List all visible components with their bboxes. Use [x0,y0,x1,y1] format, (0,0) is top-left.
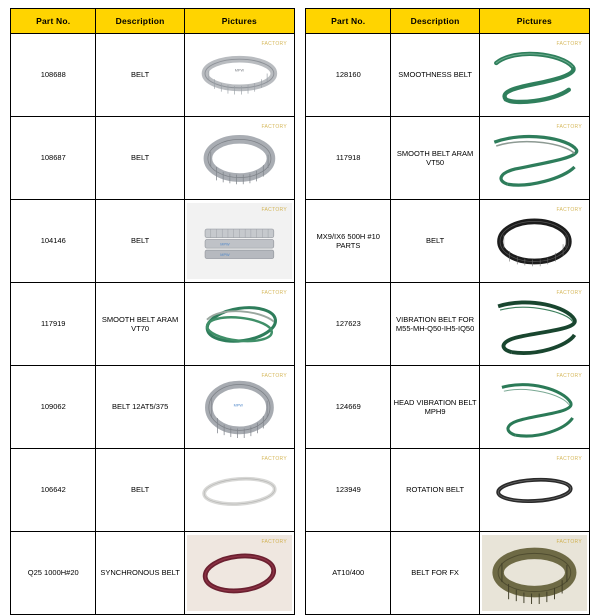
watermark: FACTORY [556,456,582,462]
cell-part-no: 124669 [306,366,391,449]
cell-picture [184,117,294,200]
belt-image-grey-toothed-round [187,369,292,445]
cell-part-no: MX9/IX6 500H #10 PARTS [306,200,391,283]
svg-text:MPW: MPW [234,68,245,73]
green-belt-twisted-loop-icon [486,42,583,109]
belt-image-black-flat [482,452,587,528]
green-belt-twisted-narrow-icon [486,374,583,441]
table-row [11,449,295,532]
watermark: FACTORY [261,290,287,296]
watermark: FACTORY [261,456,287,462]
belt-image-green-twisted-1 [482,37,587,113]
belt-image-green-twisted-narrow [482,369,587,445]
olive-toothed-belt-icon [486,540,583,607]
table-header-left [11,9,295,34]
table-row [306,449,590,532]
cell-description: BELT FOR FX [391,532,479,615]
watermark: FACTORY [261,124,287,130]
parts-table-right [305,8,590,615]
table-row [306,117,590,200]
table-header-right [306,9,590,34]
cell-description: BELT 12AT5/375 [96,366,184,449]
cell-picture [184,366,294,449]
cell-part-no: 117918 [306,117,391,200]
cell-picture [479,34,589,117]
cell-picture [184,532,294,615]
belt-image-grey-ribbed [187,37,292,113]
timing-belt-grey-open-loop-icon [191,42,288,109]
grey-toothed-belt-round-loop-icon [191,374,288,441]
watermark: FACTORY [556,290,582,296]
cell-description: SMOOTH BELT ARAM VT50 [391,117,479,200]
dark-red-belt-loop-icon [191,540,288,607]
cell-description: HEAD VIBRATION BELT MPH9 [391,366,479,449]
watermark: FACTORY [556,539,582,545]
cell-part-no: 123949 [306,449,391,532]
cell-description: ROTATION BELT [391,449,479,532]
table-row [306,532,590,615]
watermark: FACTORY [261,41,287,47]
cell-description: SMOOTHNESS BELT [391,34,479,117]
cell-part-no: 106642 [11,449,96,532]
header-row [11,9,295,34]
cell-description: VIBRATION BELT FOR M55-MH-Q50-IH5-IQ50 [391,283,479,366]
green-belt-long-loop-icon [486,125,583,192]
black-flat-belt-loop-icon [486,457,583,524]
watermark: FACTORY [261,539,287,545]
header-pictures: Pictures [479,9,589,34]
table-row [11,283,295,366]
cell-picture [479,117,589,200]
table-row [306,200,590,283]
timing-belt-grey-flat-stack-icon [191,208,288,275]
cell-part-no: AT10/400 [306,532,391,615]
svg-text:MPW: MPW [233,403,243,408]
belt-image-grey-flat [187,203,292,279]
table-row [11,117,295,200]
left-table-wrap [10,8,295,592]
watermark: FACTORY [556,41,582,47]
cell-description: BELT [391,200,479,283]
cell-description: BELT [96,117,184,200]
table-row [306,283,590,366]
cell-picture [479,366,589,449]
cell-part-no: 128160 [306,34,391,117]
cell-part-no: 108687 [11,117,96,200]
table-body-right [306,34,590,615]
cell-picture [184,34,294,117]
header-description: Description [96,9,184,34]
cell-description: SYNCHRONOUS BELT [96,532,184,615]
cell-picture [479,449,589,532]
cell-description: BELT [96,200,184,283]
header-part-no: Part No. [306,9,391,34]
cell-part-no: 104146 [11,200,96,283]
green-smooth-belt-loop-icon [191,291,288,358]
belt-image-dark-green-twisted [482,286,587,362]
table-row [11,34,295,117]
header-part-no: Part No. [11,9,96,34]
cell-picture [184,283,294,366]
cell-part-no: 109062 [11,366,96,449]
belt-image-green-smooth-1 [187,286,292,362]
belt-image-grey-toothed [187,120,292,196]
table-row [11,366,295,449]
parts-table-left [10,8,295,615]
cell-description: SMOOTH BELT ARAM VT70 [96,283,184,366]
right-table-wrap [305,8,590,592]
dark-green-belt-twisted-icon [486,291,583,358]
cell-picture [184,200,294,283]
cell-picture [479,532,589,615]
timing-belt-grey-toothed-loop-icon [191,125,288,192]
table-row [11,532,295,615]
svg-text:MPW: MPW [220,241,230,246]
black-toothed-belt-loop-icon [486,208,583,275]
header-description: Description [391,9,479,34]
table-row [306,34,590,117]
table-body-left [11,34,295,615]
belt-image-white-thin [187,452,292,528]
belt-image-black-toothed [482,203,587,279]
cell-picture [479,283,589,366]
cell-part-no: 108688 [11,34,96,117]
cell-picture [184,449,294,532]
cell-description: BELT [96,34,184,117]
watermark: FACTORY [261,207,287,213]
svg-text:MPW: MPW [220,252,230,257]
cell-part-no: Q25 1000H#20 [11,532,96,615]
header-row [306,9,590,34]
watermark: FACTORY [556,124,582,130]
belt-image-green-long-loop [482,120,587,196]
table-row [11,200,295,283]
watermark: FACTORY [261,373,287,379]
header-pictures: Pictures [184,9,294,34]
white-thin-belt-loop-icon [191,457,288,524]
cell-part-no: 117919 [11,283,96,366]
cell-picture [479,200,589,283]
table-row [306,366,590,449]
cell-description: BELT [96,449,184,532]
watermark: FACTORY [556,373,582,379]
cell-part-no: 127623 [306,283,391,366]
watermark: FACTORY [556,207,582,213]
